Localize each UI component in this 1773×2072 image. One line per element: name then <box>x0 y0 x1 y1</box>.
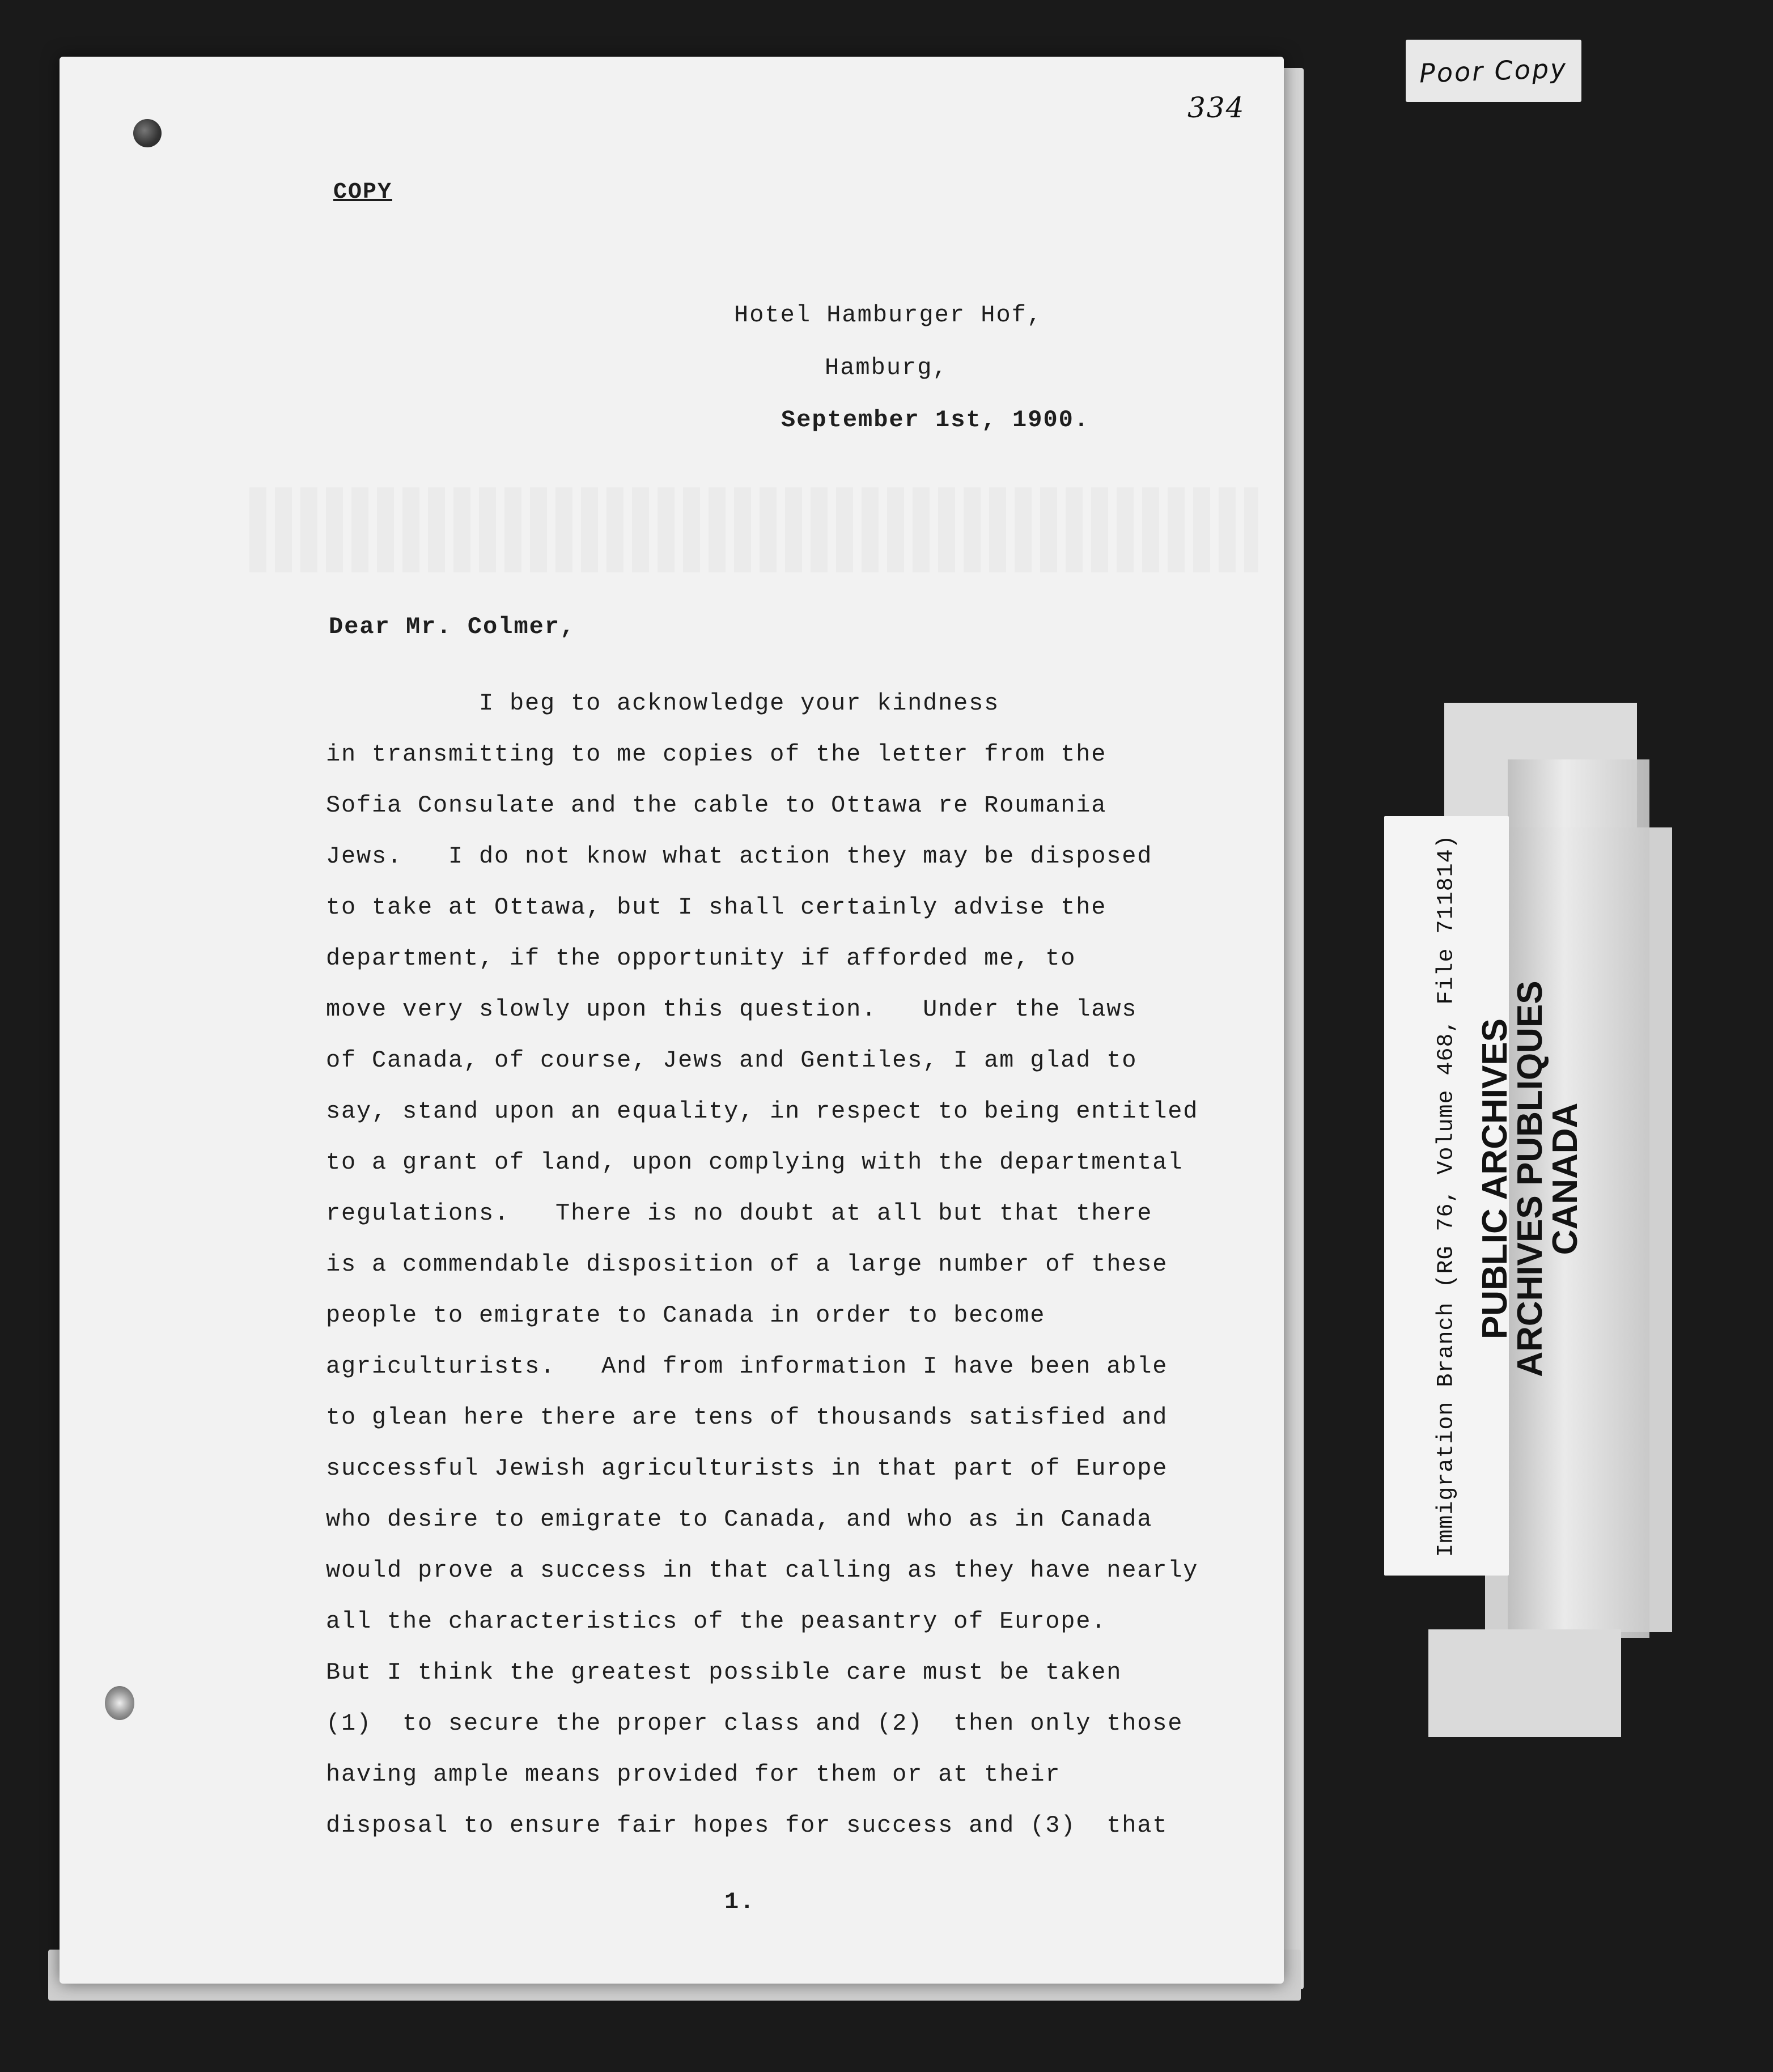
body-line: people to emigrate to Canada in order to become <box>326 1302 1046 1329</box>
address-line-city: Hamburg, <box>825 354 948 381</box>
public-archives-stamp <box>1475 980 1585 1377</box>
body-line: would prove a success in that calling as they have nearly <box>326 1557 1199 1584</box>
body-line: agriculturists. And from information I have been able <box>326 1353 1168 1380</box>
body-line: who desire to emigrate to Canada, and who as in Canada <box>326 1506 1153 1533</box>
body-line: regulations. There is no doubt at all but that there <box>326 1200 1153 1227</box>
copy-label: COPY <box>333 180 393 205</box>
body-line: say, stand upon an equality, in respect to being entitled <box>326 1098 1199 1125</box>
body-line: all the characteristics of the peasantry of Europe. <box>326 1608 1107 1635</box>
faint-bleedthrough-text <box>249 487 1258 572</box>
body-line: disposal to ensure fair hopes for success and (3) that <box>326 1812 1168 1839</box>
body-line: to glean here there are tens of thousands satisfied and <box>326 1404 1168 1431</box>
body-line: of Canada, of course, Jews and Gentiles, I am glad to <box>326 1047 1138 1074</box>
archive-reference-text: Immigration Branch (RG 76, Volume 468, File 711814) <box>1433 834 1460 1557</box>
archives-stamp-line: CANADA <box>1546 1102 1585 1255</box>
body-line: to take at Ottawa, but I shall certainly advise the <box>326 894 1107 921</box>
body-line: is a commendable disposition of a large number of these <box>326 1251 1168 1278</box>
body-line: department, if the opportunity if afforded me, to <box>326 945 1076 972</box>
punch-hole-top <box>133 119 162 147</box>
poor-copy-text: Poor Copy <box>1419 53 1568 89</box>
body-line: in transmitting to me copies of the letter from the <box>326 741 1107 768</box>
body-line: But I think the greatest possible care must be taken <box>326 1659 1122 1686</box>
body-line: move very slowly upon this question. Under the laws <box>326 996 1138 1023</box>
handwritten-page-mark: 334 <box>1187 91 1245 124</box>
body-line: Sofia Consulate and the cable to Ottawa re Roumania <box>326 792 1107 819</box>
archives-stamp-line: ARCHIVES PUBLIQUES <box>1511 980 1550 1377</box>
body-line: successful Jewish agriculturists in that part of Europe <box>326 1455 1168 1482</box>
archives-stamp-line: PUBLIC ARCHIVES <box>1475 1018 1515 1340</box>
letter-date: September 1st, 1900. <box>781 406 1090 434</box>
body-line: (1) to secure the proper class and (2) then only those <box>326 1710 1184 1737</box>
page-number: 1. <box>724 1888 756 1916</box>
body-line: I beg to acknowledge your kindness <box>326 690 1000 717</box>
archive-strip-bottom <box>1428 1629 1621 1737</box>
body-line: to a grant of land, upon complying with the departmental <box>326 1149 1184 1176</box>
body-line: Jews. I do not know what action they may be disposed <box>326 843 1153 870</box>
address-line-hotel: Hotel Hamburger Hof, <box>734 302 1043 329</box>
punch-hole-bottom <box>105 1686 134 1720</box>
poor-copy-stamp <box>1406 40 1581 102</box>
salutation: Dear Mr. Colmer, <box>329 613 576 640</box>
body-line: having ample means provided for them or at their <box>326 1761 1061 1788</box>
